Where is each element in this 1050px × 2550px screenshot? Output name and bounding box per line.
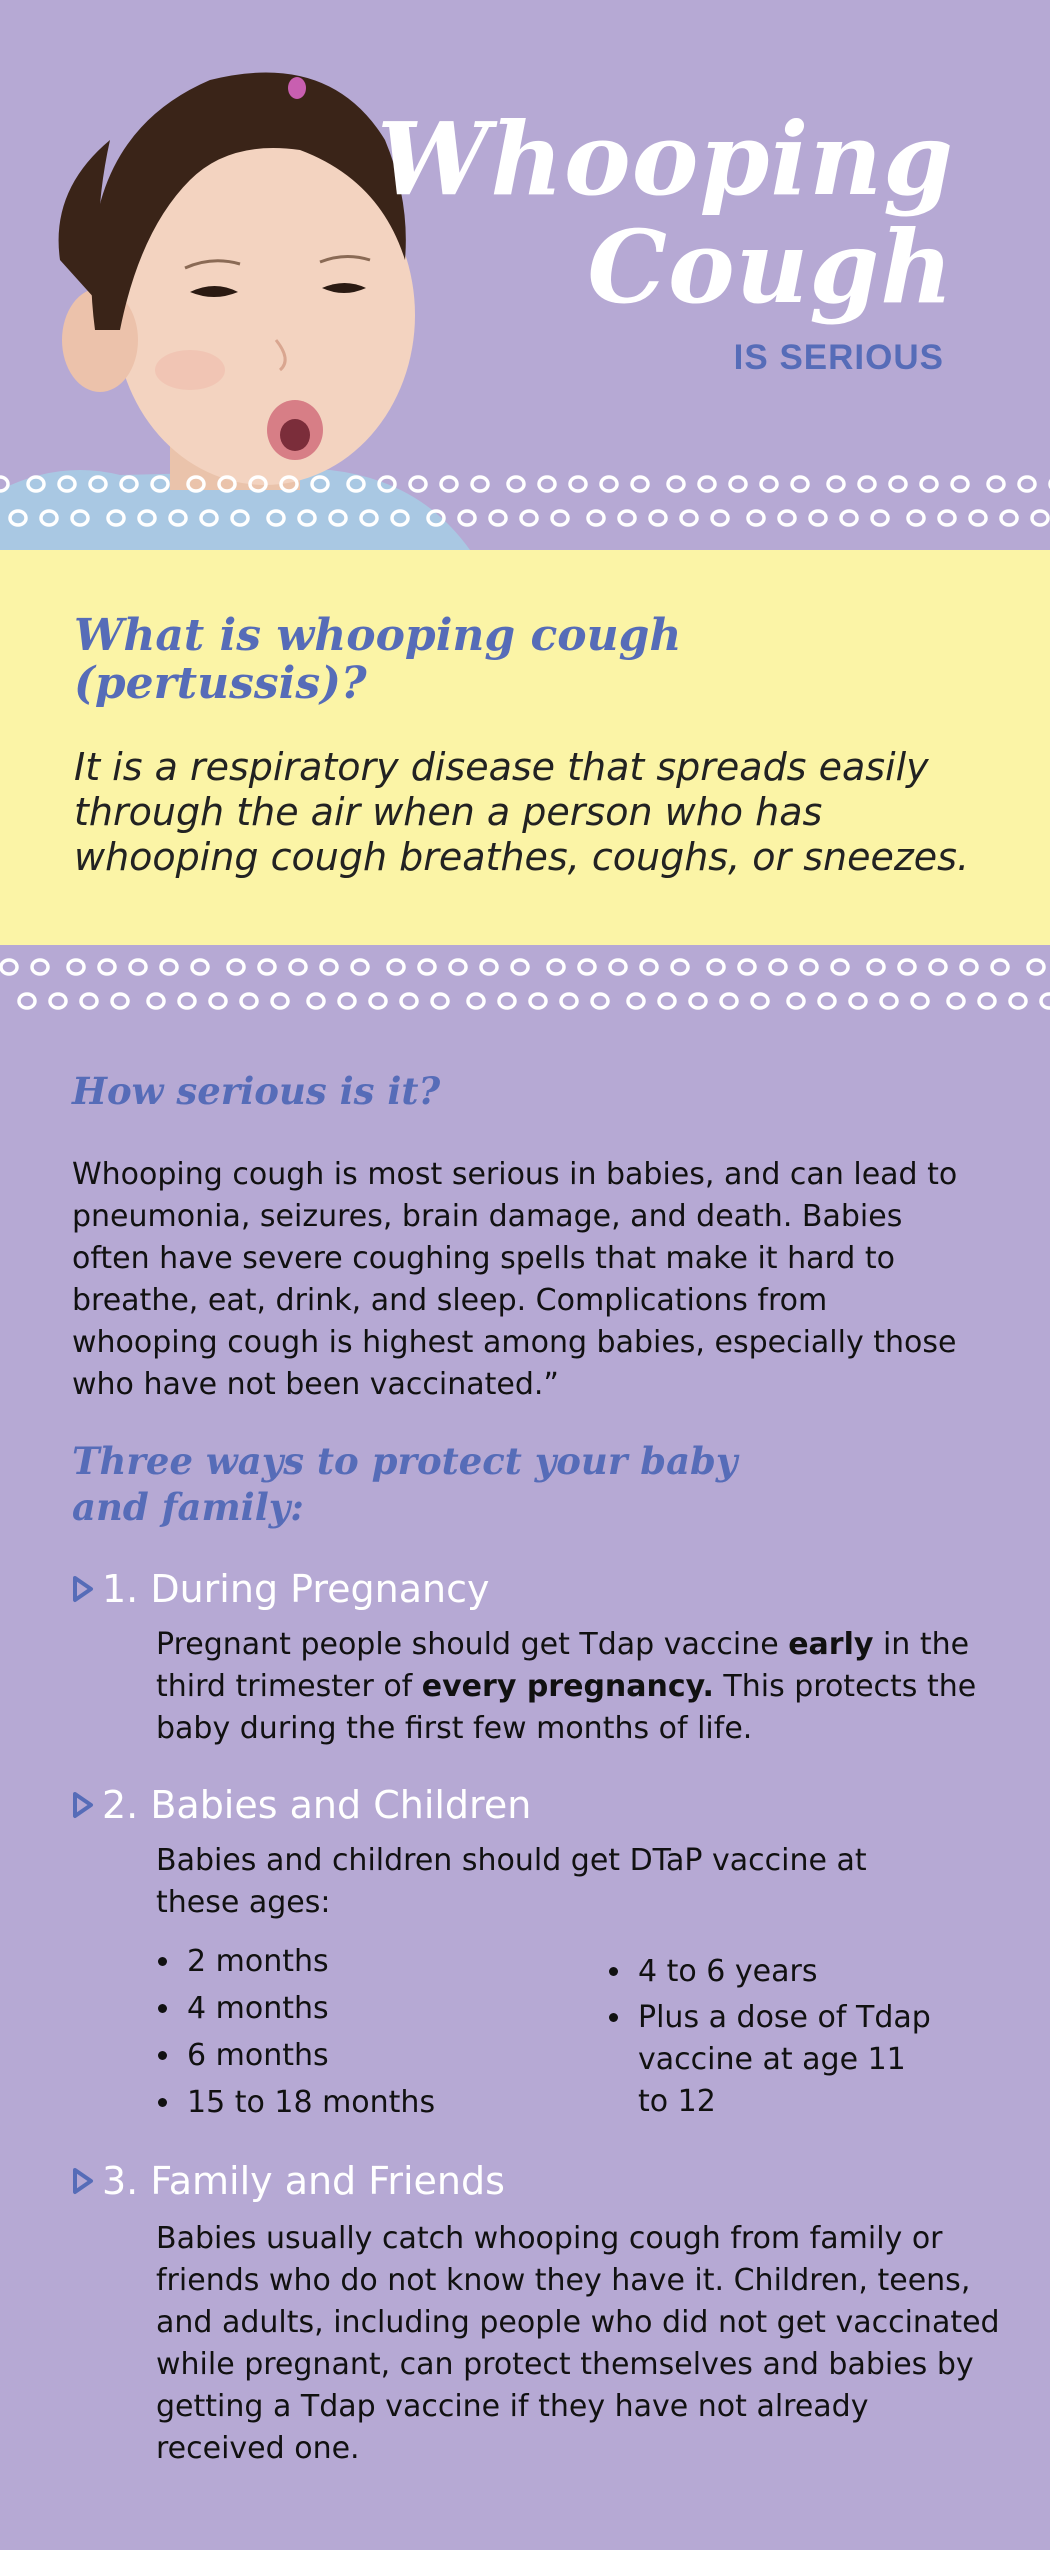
ring-dot: [250, 477, 266, 491]
ring-dot: [339, 994, 355, 1008]
ring-dot: [970, 511, 986, 525]
ring-dot: [761, 477, 777, 491]
ring-dot: [259, 960, 275, 974]
ring-dot: [281, 477, 297, 491]
ring-dot: [619, 511, 635, 525]
list-item: • 6 months: [183, 2032, 583, 2079]
step-2-text: Babies and children should get DTaP vaccine at these ages:: [156, 1843, 867, 1920]
ring-dot: [352, 960, 368, 974]
ages-list-right: [606, 1951, 944, 2123]
ring-dot: [810, 511, 826, 525]
ring-dot: [632, 477, 648, 491]
how-serious-text: Whooping cough is most serious in babies, and can lead to pneumonia, seizures, brain damage, and death. Babies often have severe coughing spells that make it hard to breathe, eat, drink, and sleep. Complications from whooping cough is highest among babies, especially those who have not been vaccinated.”: [72, 1157, 958, 1402]
ring-dot: [788, 994, 804, 1008]
triangle-right-icon: [72, 1575, 94, 1603]
step-1-text-part-1: Pregnant people should get Tdap vaccine: [156, 1627, 789, 1662]
ring-dot: [952, 477, 968, 491]
ring-dot: [308, 994, 324, 1008]
ring-dot: [139, 511, 155, 525]
ring-dot: [988, 477, 1004, 491]
step-3-text: Babies usually catch whooping cough from family or friends who do not know they have it. Children, teens, and adults, including people who did not get vaccinated while pregnant, can protect themselves and babies by getting a Tdap vaccine if they have not already received one.: [156, 2221, 1000, 2466]
step-3-title: 3. Family and Friends: [102, 2159, 505, 2203]
step-1-text: [156, 1624, 1006, 1750]
step-1-heading: [72, 1566, 490, 1612]
ring-dot: [841, 511, 857, 525]
ring-dot: [1032, 511, 1048, 525]
ring-dot: [121, 477, 137, 491]
ring-dot: [770, 960, 786, 974]
ring-dot: [50, 994, 66, 1008]
ring-dot: [570, 477, 586, 491]
ring-dot: [0, 477, 8, 491]
ring-dot: [321, 960, 337, 974]
ring-dot: [428, 511, 444, 525]
step-1-emphasis-early: early: [788, 1627, 874, 1662]
step-1-text-part-2: in the third trimester of: [156, 1627, 970, 1704]
title-line-2: Cough: [587, 208, 954, 326]
ring-dot: [961, 960, 977, 974]
ring-dot: [99, 960, 115, 974]
step-1-text-part-3: This protects the baby during the first few months of life.: [156, 1669, 977, 1746]
ring-dot: [130, 960, 146, 974]
step-2-title: 2. Babies and Children: [102, 1783, 532, 1827]
ring-dot: [112, 994, 128, 1008]
ring-dot: [921, 477, 937, 491]
ring-dot: [32, 960, 48, 974]
ring-dot: [1001, 511, 1017, 525]
ring-dot: [410, 477, 426, 491]
step-1-title: 1. During Pregnancy: [102, 1567, 490, 1611]
ring-dot: [890, 477, 906, 491]
ring-dot: [1, 960, 17, 974]
ring-dot: [752, 994, 768, 1008]
step-2-heading: [72, 1782, 531, 1828]
ring-dot: [232, 511, 248, 525]
ring-dot: [312, 477, 328, 491]
section-heading-how-serious: How serious is it?: [72, 1069, 441, 1113]
ring-dot: [859, 477, 875, 491]
definition-line-1: It is a respiratory disease that spreads easily: [74, 745, 929, 789]
three-ways-line-2: and family:: [72, 1485, 304, 1529]
ring-dot: [379, 477, 395, 491]
ring-dot: [939, 511, 955, 525]
ring-dot: [290, 960, 306, 974]
ring-dot: [712, 511, 728, 525]
list-item: • Plus a dose of Tdap vaccine at age 11 to 12: [634, 1997, 944, 2123]
ring-dot: [392, 511, 408, 525]
ring-dot: [832, 960, 848, 974]
ring-dot: [28, 477, 44, 491]
ring-dot: [388, 960, 404, 974]
ring-dot: [801, 960, 817, 974]
ring-dot: [579, 960, 595, 974]
ring-dot: [708, 960, 724, 974]
ring-dot: [192, 960, 208, 974]
ring-dot: [979, 994, 995, 1008]
circle-pattern-top: [0, 462, 1050, 550]
ring-dot: [828, 477, 844, 491]
ring-dot: [548, 960, 564, 974]
step-3-heading: [72, 2158, 505, 2204]
ring-dot: [179, 994, 195, 1008]
ring-dot: [930, 960, 946, 974]
ring-dot: [148, 994, 164, 1008]
definition-heading: [74, 612, 974, 708]
ring-dot: [330, 511, 346, 525]
definition-box: [0, 550, 1050, 945]
ring-dot: [672, 960, 688, 974]
ring-dot: [201, 511, 217, 525]
ring-dot: [539, 477, 555, 491]
ring-dot: [641, 960, 657, 974]
ring-dot: [512, 960, 528, 974]
list-item: • 2 months: [183, 1938, 583, 1985]
section-heading-three-ways: [72, 1438, 737, 1530]
ring-dot: [610, 960, 626, 974]
ring-dot: [450, 960, 466, 974]
ring-dot: [188, 477, 204, 491]
ring-dot: [552, 511, 568, 525]
ring-dot: [481, 960, 497, 974]
ring-dot: [1028, 960, 1044, 974]
three-ways-line-1: Three ways to protect your baby: [72, 1439, 738, 1483]
ring-dot: [68, 960, 84, 974]
definition-text: [74, 745, 1014, 880]
ring-dot: [899, 960, 915, 974]
ring-dot: [699, 477, 715, 491]
ring-dot: [908, 511, 924, 525]
ring-dot: [819, 994, 835, 1008]
ring-dot: [210, 994, 226, 1008]
ring-dot: [748, 511, 764, 525]
ring-dot: [152, 477, 168, 491]
ring-dot: [668, 477, 684, 491]
step-1-emphasis-every-pregnancy: every pregnancy.: [421, 1669, 714, 1704]
ring-dot: [1010, 994, 1026, 1008]
list-item: • 4 months: [183, 1985, 583, 2032]
ring-dot: [850, 994, 866, 1008]
title-line-1: Whooping: [377, 100, 954, 218]
ring-dot: [370, 994, 386, 1008]
ring-dot: [881, 994, 897, 1008]
ring-dot: [912, 994, 928, 1008]
triangle-right-icon: [72, 2167, 94, 2195]
circle-pattern-bottom: [0, 945, 1050, 1033]
ring-dot: [681, 511, 697, 525]
ring-dot: [508, 477, 524, 491]
ring-dot: [401, 994, 417, 1008]
ring-dot: [499, 994, 515, 1008]
definition-heading-line-2: (pertussis)?: [74, 658, 367, 709]
ring-dot: [521, 511, 537, 525]
ring-dot: [490, 511, 506, 525]
list-item: • 15 to 18 months: [183, 2079, 583, 2126]
ring-dot: [161, 960, 177, 974]
ring-dot: [948, 994, 964, 1008]
ring-dot: [432, 994, 448, 1008]
ring-dot: [992, 960, 1008, 974]
ages-list-left: [155, 1938, 583, 2126]
page-title: [377, 100, 954, 326]
ring-dot: [601, 477, 617, 491]
ring-dot: [272, 994, 288, 1008]
ring-dot: [219, 477, 235, 491]
ring-dot: [419, 960, 435, 974]
ring-dot: [588, 511, 604, 525]
ring-dot: [730, 477, 746, 491]
definition-line-3: whooping cough breathes, coughs, or sneezes.: [74, 835, 970, 879]
ring-dot: [650, 511, 666, 525]
ring-dot: [19, 994, 35, 1008]
ring-dot: [779, 511, 795, 525]
ring-dot: [108, 511, 124, 525]
ring-dot: [468, 994, 484, 1008]
ring-dot: [739, 960, 755, 974]
ring-dot: [299, 511, 315, 525]
ring-dot: [530, 994, 546, 1008]
triangle-right-icon: [72, 1791, 94, 1819]
ring-dot: [690, 994, 706, 1008]
ring-dot: [81, 994, 97, 1008]
ring-dot: [592, 994, 608, 1008]
ring-dot: [170, 511, 186, 525]
ring-dot: [10, 511, 26, 525]
ring-dot: [441, 477, 457, 491]
ring-dot: [90, 477, 106, 491]
definition-line-2: through the air when a person who has: [74, 790, 823, 834]
ring-dot: [1019, 477, 1035, 491]
ring-dot: [59, 477, 75, 491]
ring-dot: [659, 994, 675, 1008]
ring-dot: [72, 511, 88, 525]
ring-dot: [1041, 994, 1050, 1008]
ring-dot: [348, 477, 364, 491]
ring-dot: [241, 994, 257, 1008]
ring-dot: [361, 511, 377, 525]
ring-dot: [792, 477, 808, 491]
ring-dot: [268, 511, 284, 525]
ring-dot: [628, 994, 644, 1008]
ring-dot: [472, 477, 488, 491]
ring-dot: [561, 994, 577, 1008]
ring-dot: [868, 960, 884, 974]
list-item: • 4 to 6 years: [634, 1951, 944, 1993]
ring-dot: [459, 511, 475, 525]
ring-dot: [721, 994, 737, 1008]
definition-heading-line-1: What is whooping cough: [74, 610, 682, 661]
ring-dot: [41, 511, 57, 525]
ring-dot: [228, 960, 244, 974]
page-subtitle: IS SERIOUS: [733, 338, 944, 377]
ring-dot: [872, 511, 888, 525]
